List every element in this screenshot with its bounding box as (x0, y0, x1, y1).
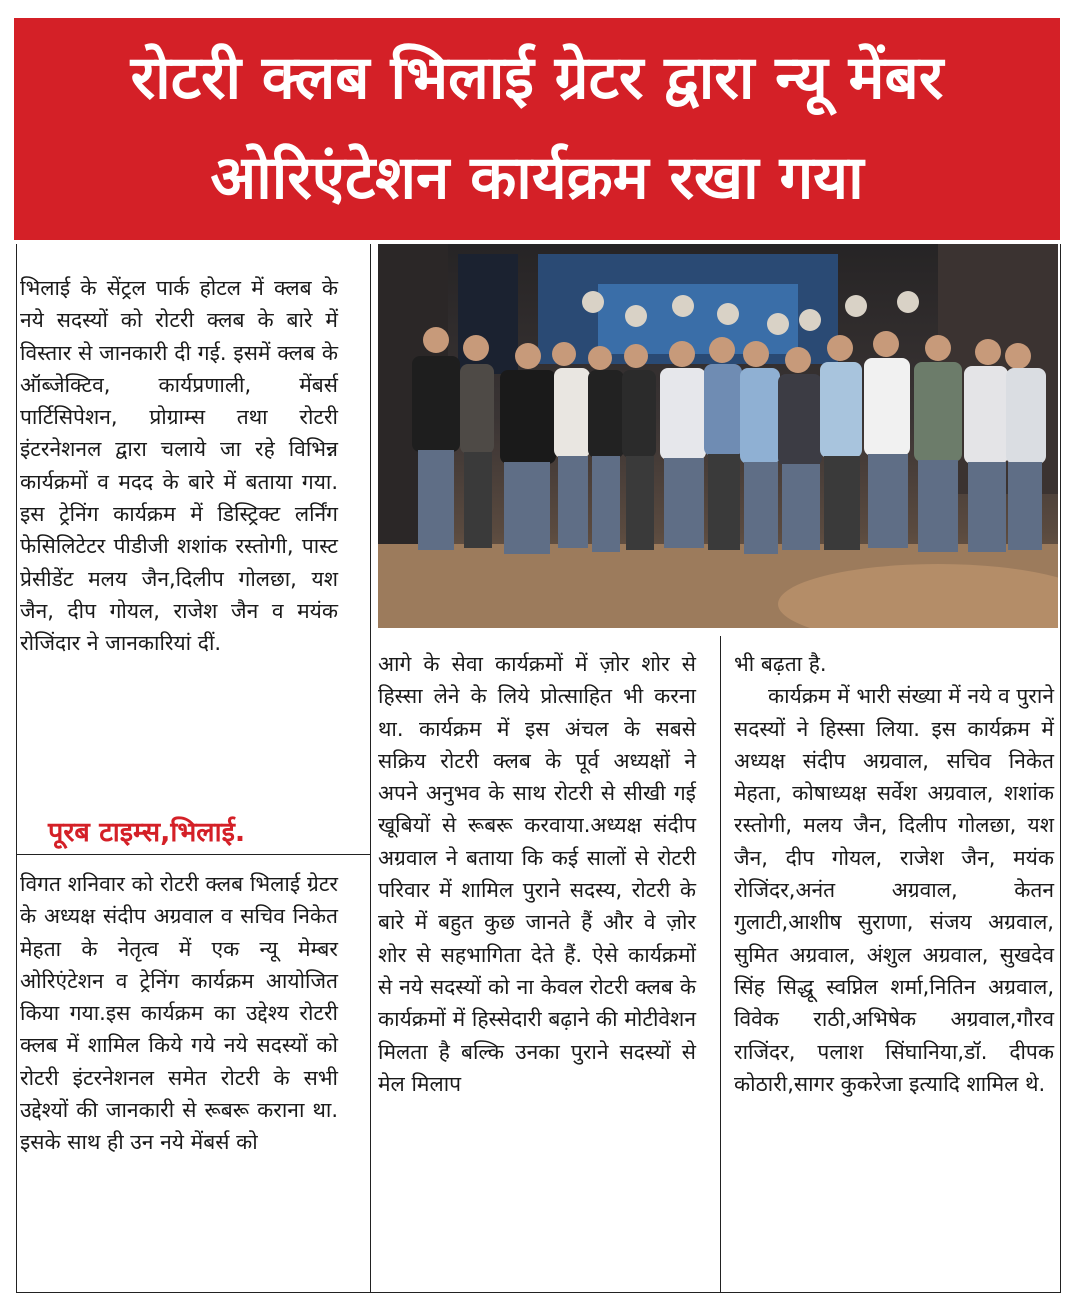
byline-rule (16, 854, 370, 855)
lead-paragraph-text: भिलाई के सेंट्रल पार्क होटल में क्लब के नये सदस्यों को रोटरी क्लब के बारे में विस्तार से जानकारी दी गई. इसमें क्लब के ऑब्जेक्टिव, कार्यप्रणाली, मेंबर्स पार्टिसिपेशन, प्रोग्राम्स तथा रोटरी इंटरनेशनल द्वारा चलाये जा रहे विभिन्न कार्यक्रमों व मदद के बारे में बताया गया. इस ट्रेनिंग कार्यक्रम में डिस्ट्रिक्ट लर्निंग फेसिलिटेटर पीडीजी शशांक रस्तोगी, पास्ट प्रेसीडेंट मलय जैन,दिलीप गोलछा, यश जैन, दीप गोयल, राजेश जैन व मयंक रोजिंदार ने जानकारियां दीं. (20, 276, 338, 656)
column-divider-1 (370, 244, 371, 1292)
bottom-border-rule (16, 1292, 1061, 1293)
lead-paragraph (20, 272, 338, 660)
column-2 (378, 648, 696, 1100)
column-3-text: कार्यक्रम में भारी संख्या में नये व पुराने सदस्यों ने हिस्सा लिया. इस कार्यक्रम में अध्यक्ष संदीप अग्रवाल, सचिव निकेत मेहता, कोषाध्यक्ष सर्वेश अग्रवाल, शशांक रस्तोगी, मलय जैन, दिलीप गोलछा, यश जैन, दीप गोयल, राजेश जैन, मयंक रोजिंदर,अनंत अग्रवाल, केतन गुलाटी,आशीष सुराणा, संजय अग्रवाल, सुमित अग्रवाल, अंशुल अग्रवाल, सुखदेव सिंह सिद्धू स्वप्निल शर्मा,नितिन अग्रवाल, विवेक राठी,अभिषेक अग्रवाल,गौरव राजिंदर, पलाश सिंघानिया,डॉ. दीपक कोठारी,सागर कुकरेजा इत्यादि शामिल थे. (734, 684, 1054, 1096)
headline-line-2: ओरिएंटेशन कार्यक्रम रखा गया (210, 143, 864, 213)
column-1-text: विगत शनिवार को रोटरी क्लब भिलाई ग्रेटर के अध्यक्ष संदीप अग्रवाल व सचिव निकेत मेहता के नेतृत्व में एक न्यू मेम्बर ओरिएंटेशन व ट्रेनिंग कार्यक्रम आयोजित किया गया.इस कार्यक्रम का उद्देश्य रोटरी क्लब में शामिल किये गये नये सदस्यों को रोटरी इंटरनेशनल समेत रोटरी के सभी उद्देश्यों की जानकारी से रूबरू कराना था. इसके साथ ही उन नये मेंबर्स को (20, 872, 338, 1155)
left-border-rule (16, 244, 17, 1292)
column-1 (20, 868, 338, 1159)
column-2-text: आगे के सेवा कार्यक्रमों में ज़ोर शोर से हिस्सा लेने के लिये प्रोत्साहित भी करना था. कार्यक्रम में इस अंचल के सबसे सक्रिय रोटरी क्लब के पूर्व अध्यक्षों ने अपने अनुभव के साथ रोटरी से सीखी गई खूबियों से रूबरू करवाया.अध्यक्ष संदीप अग्रवाल ने बताया कि कई सालों से रोटरी परिवार में शामिल पुराने सदस्य, रोटरी के बारे में बहुत कुछ जानते हैं और वे ज़ोर शोर से सहभागिता देते हैं. ऐसे कार्यक्रमों से नये सदस्यों को ना केवल रोटरी क्लब के कार्यक्रमों में हिस्सेदारी बढ़ाने की मोटीवेशन मिलता है बल्कि उनका पुराने सदस्यों से मेल मिलाप (378, 652, 696, 1096)
byline: पूरब टाइम्स,भिलाई. (48, 817, 246, 848)
column-3 (734, 648, 1054, 1100)
column-divider-2 (720, 636, 721, 1292)
group-photo (378, 244, 1058, 628)
headline-line-1: रोटरी क्लब भिलाई ग्रेटर द्वारा न्यू मेंबर (130, 43, 944, 113)
group-photo-icon (378, 244, 1058, 628)
column-3-top-text: भी बढ़ता है. (734, 652, 827, 676)
right-border-rule (1060, 244, 1061, 1292)
headline-banner (14, 18, 1060, 240)
